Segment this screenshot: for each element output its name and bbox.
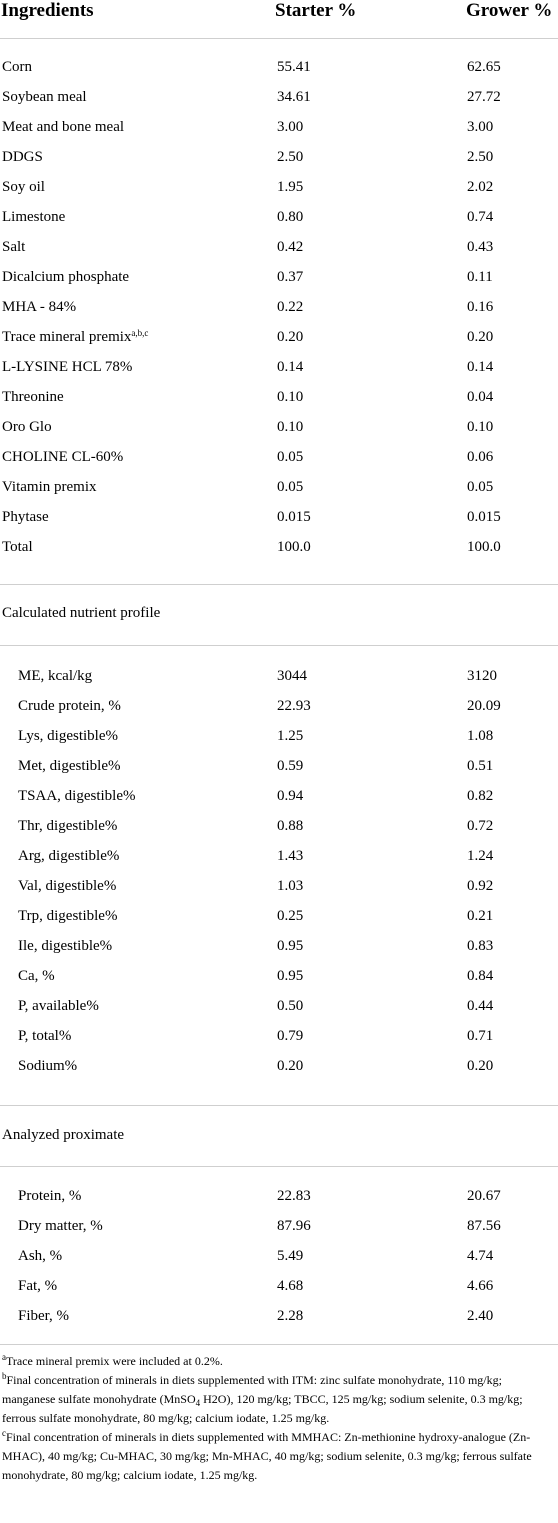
table-row (0, 262, 558, 292)
row-label: Dicalcium phosphate (2, 269, 130, 285)
starter-value: 0.37 (277, 269, 304, 285)
column-header-starter: Starter % (275, 0, 357, 21)
table-row (0, 52, 558, 82)
row-label: Meat and bone meal (2, 119, 125, 135)
table-row (0, 691, 558, 721)
footnotes (2, 1352, 554, 1485)
grower-value: 0.21 (467, 908, 494, 924)
section-divider (0, 1105, 558, 1106)
grower-value: 0.06 (467, 449, 494, 465)
table-row (0, 202, 558, 232)
row-label: P, total% (18, 1028, 72, 1044)
table-row (0, 1211, 558, 1241)
table-row (0, 112, 558, 142)
row-label: Limestone (2, 209, 66, 225)
grower-value: 0.04 (467, 389, 494, 405)
grower-value: 0.74 (467, 209, 494, 225)
table-row (0, 502, 558, 532)
row-label: Protein, % (18, 1188, 82, 1204)
table-bottom-rule (0, 1344, 558, 1345)
row-label: Soy oil (2, 179, 45, 195)
grower-value: 0.11 (467, 269, 493, 285)
table-row (0, 811, 558, 841)
row-label: Phytase (2, 509, 49, 525)
row-label: Salt (2, 239, 26, 255)
column-header-grower: Grower % (466, 0, 553, 21)
starter-value: 3.00 (277, 119, 304, 135)
starter-value: 22.83 (277, 1188, 311, 1204)
grower-value: 0.82 (467, 788, 494, 804)
grower-value: 2.40 (467, 1308, 494, 1324)
row-label: DDGS (2, 149, 43, 165)
table-row (0, 901, 558, 931)
starter-value: 0.50 (277, 998, 304, 1014)
grower-value: 2.02 (467, 179, 494, 195)
row-label: Fiber, % (18, 1308, 70, 1324)
row-label: Val, digestible% (18, 878, 117, 894)
table-row (0, 1241, 558, 1271)
section-divider (0, 584, 558, 585)
row-label: Trace mineral premix$^{a,b,c}$ (2, 328, 149, 345)
table-row (0, 232, 558, 262)
grower-value: 0.14 (467, 359, 494, 375)
starter-value: 22.93 (277, 698, 311, 714)
grower-value: 0.71 (467, 1028, 494, 1044)
grower-value: 3.00 (467, 119, 494, 135)
row-label: Total (2, 539, 33, 555)
starter-value: 1.43 (277, 848, 304, 864)
section-divider (0, 645, 558, 646)
grower-value: 20.67 (467, 1188, 501, 1204)
table-row (0, 931, 558, 961)
analyzed-section-title: Analyzed proximate (2, 1127, 125, 1143)
section-divider (0, 1166, 558, 1167)
table-row (0, 142, 558, 172)
table-row (0, 751, 558, 781)
starter-value: 0.05 (277, 449, 304, 465)
starter-value: 0.95 (277, 938, 304, 954)
starter-value: 0.20 (277, 1058, 304, 1074)
row-label: Corn (2, 59, 32, 75)
table-row (0, 532, 558, 562)
grower-value: 100.0 (467, 539, 501, 555)
starter-value: 34.61 (277, 89, 311, 105)
grower-value: 0.44 (467, 998, 494, 1014)
table-row (0, 781, 558, 811)
calculated-section-title: Calculated nutrient profile (2, 605, 161, 621)
row-label: Trp, digestible% (18, 908, 118, 924)
grower-value: 0.84 (467, 968, 494, 984)
row-label: TSAA, digestible% (18, 788, 136, 804)
grower-value: 2.50 (467, 149, 494, 165)
grower-value: 4.74 (467, 1248, 494, 1264)
starter-value: 0.05 (277, 479, 304, 495)
grower-value: 20.09 (467, 698, 501, 714)
table-row (0, 172, 558, 202)
row-label: Fat, % (18, 1278, 58, 1294)
table-row (0, 991, 558, 1021)
grower-value: 0.83 (467, 938, 494, 954)
table-row (0, 961, 558, 991)
grower-value: 87.56 (467, 1218, 501, 1234)
grower-value: 0.72 (467, 818, 494, 834)
table-row (0, 82, 558, 112)
table-row (0, 412, 558, 442)
starter-value: 0.20 (277, 329, 304, 345)
row-label: Ash, % (18, 1248, 63, 1264)
row-label: Dry matter, % (18, 1218, 103, 1234)
footnote-c: $^c$Final concentration of minerals in diets supplemented with MMHAC: Zn-methionine hydroxy-analogue (Zn-MHAC), 40 mg/kg; Cu-MHAC, 30 mg/kg; Mn-MHAC, 40 mg/kg; sodium selenite, 0.3 mg/kg; ferrous sulfate monohydrate, 80 mg/kg; calcium iodate, 1.25 mg/kg. (2, 1428, 532, 1482)
row-label: Threonine (2, 389, 64, 405)
row-label: Met, digestible% (18, 758, 121, 774)
starter-value: 0.88 (277, 818, 304, 834)
row-label: Lys, digestible% (18, 728, 118, 744)
row-label: Ca, % (18, 968, 55, 984)
starter-value: 0.80 (277, 209, 304, 225)
table-row (0, 661, 558, 691)
starter-value: 1.95 (277, 179, 304, 195)
row-label: Vitamin premix (2, 479, 97, 495)
row-label: Sodium% (18, 1058, 78, 1074)
table-row (0, 292, 558, 322)
starter-value: 87.96 (277, 1218, 311, 1234)
grower-value: 0.05 (467, 479, 494, 495)
row-label: Thr, digestible% (18, 818, 118, 834)
starter-value: 2.50 (277, 149, 304, 165)
grower-value: 1.24 (467, 848, 494, 864)
row-label: CHOLINE CL-60% (2, 449, 124, 465)
grower-value: 27.72 (467, 89, 501, 105)
grower-value: 4.66 (467, 1278, 494, 1294)
table-row (0, 1051, 558, 1081)
grower-value: 0.10 (467, 419, 494, 435)
table-row (0, 721, 558, 751)
grower-value: 0.20 (467, 329, 494, 345)
column-header-ingredients: Ingredients (1, 0, 94, 21)
grower-value: 0.20 (467, 1058, 494, 1074)
starter-value: 0.14 (277, 359, 304, 375)
starter-value: 0.95 (277, 968, 304, 984)
starter-value: 0.79 (277, 1028, 304, 1044)
grower-value: 0.16 (467, 299, 494, 315)
footnote-a: $^a$Trace mineral premix were included at 0.2%. (2, 1352, 223, 1368)
starter-value: 0.42 (277, 239, 304, 255)
starter-value: 0.59 (277, 758, 304, 774)
starter-value: 3044 (277, 668, 307, 684)
table-row (0, 322, 558, 352)
table-row (0, 1181, 558, 1211)
grower-value: 0.015 (467, 509, 501, 525)
row-label: MHA - 84% (2, 299, 77, 315)
starter-value: 1.25 (277, 728, 304, 744)
starter-value: 0.10 (277, 389, 304, 405)
starter-value: 2.28 (277, 1308, 304, 1324)
grower-value: 0.43 (467, 239, 494, 255)
starter-value: 4.68 (277, 1278, 304, 1294)
row-label: Soybean meal (2, 89, 87, 105)
table-row (0, 1271, 558, 1301)
row-label: ME, kcal/kg (18, 668, 93, 684)
grower-value: 1.08 (467, 728, 494, 744)
starter-value: 100.0 (277, 539, 311, 555)
footnote-marker: a,b,c (131, 328, 149, 338)
table-row (0, 1021, 558, 1051)
grower-value: 3120 (467, 668, 497, 684)
table-row (0, 382, 558, 412)
row-label: L-LYSINE HCL 78% (2, 359, 133, 375)
grower-value: 0.92 (467, 878, 494, 894)
table-row (0, 1301, 558, 1331)
footnote-b: $^b$Final concentration of minerals in diets supplemented with ITM: zinc sulfate monohydrate, 110 mg/kg; manganese sulfate monohydrate (MnSO$_4$ H2O), 120 mg/kg; TBCC, 125 mg/kg; sodium selenite, 0.3 mg/kg; ferrous sulfate monohydrate, 80 mg/kg; calcium iodate, 1.25 mg/kg. (2, 1371, 523, 1425)
table-row (0, 352, 558, 382)
starter-value: 0.94 (277, 788, 304, 804)
starter-value: 0.25 (277, 908, 304, 924)
grower-value: 62.65 (467, 59, 501, 75)
table-header (0, 0, 558, 39)
table-row (0, 841, 558, 871)
starter-value: 55.41 (277, 59, 311, 75)
starter-value: 0.22 (277, 299, 304, 315)
row-label: P, available% (18, 998, 99, 1014)
row-label: Oro Glo (2, 419, 52, 435)
row-label: Crude protein, % (18, 698, 121, 714)
row-label: Arg, digestible% (18, 848, 120, 864)
starter-value: 0.015 (277, 509, 311, 525)
table-row (0, 442, 558, 472)
grower-value: 0.51 (467, 758, 494, 774)
starter-value: 5.49 (277, 1248, 304, 1264)
row-label: Ile, digestible% (18, 938, 113, 954)
starter-value: 0.10 (277, 419, 304, 435)
starter-value: 1.03 (277, 878, 304, 894)
table-row (0, 472, 558, 502)
table-row (0, 871, 558, 901)
